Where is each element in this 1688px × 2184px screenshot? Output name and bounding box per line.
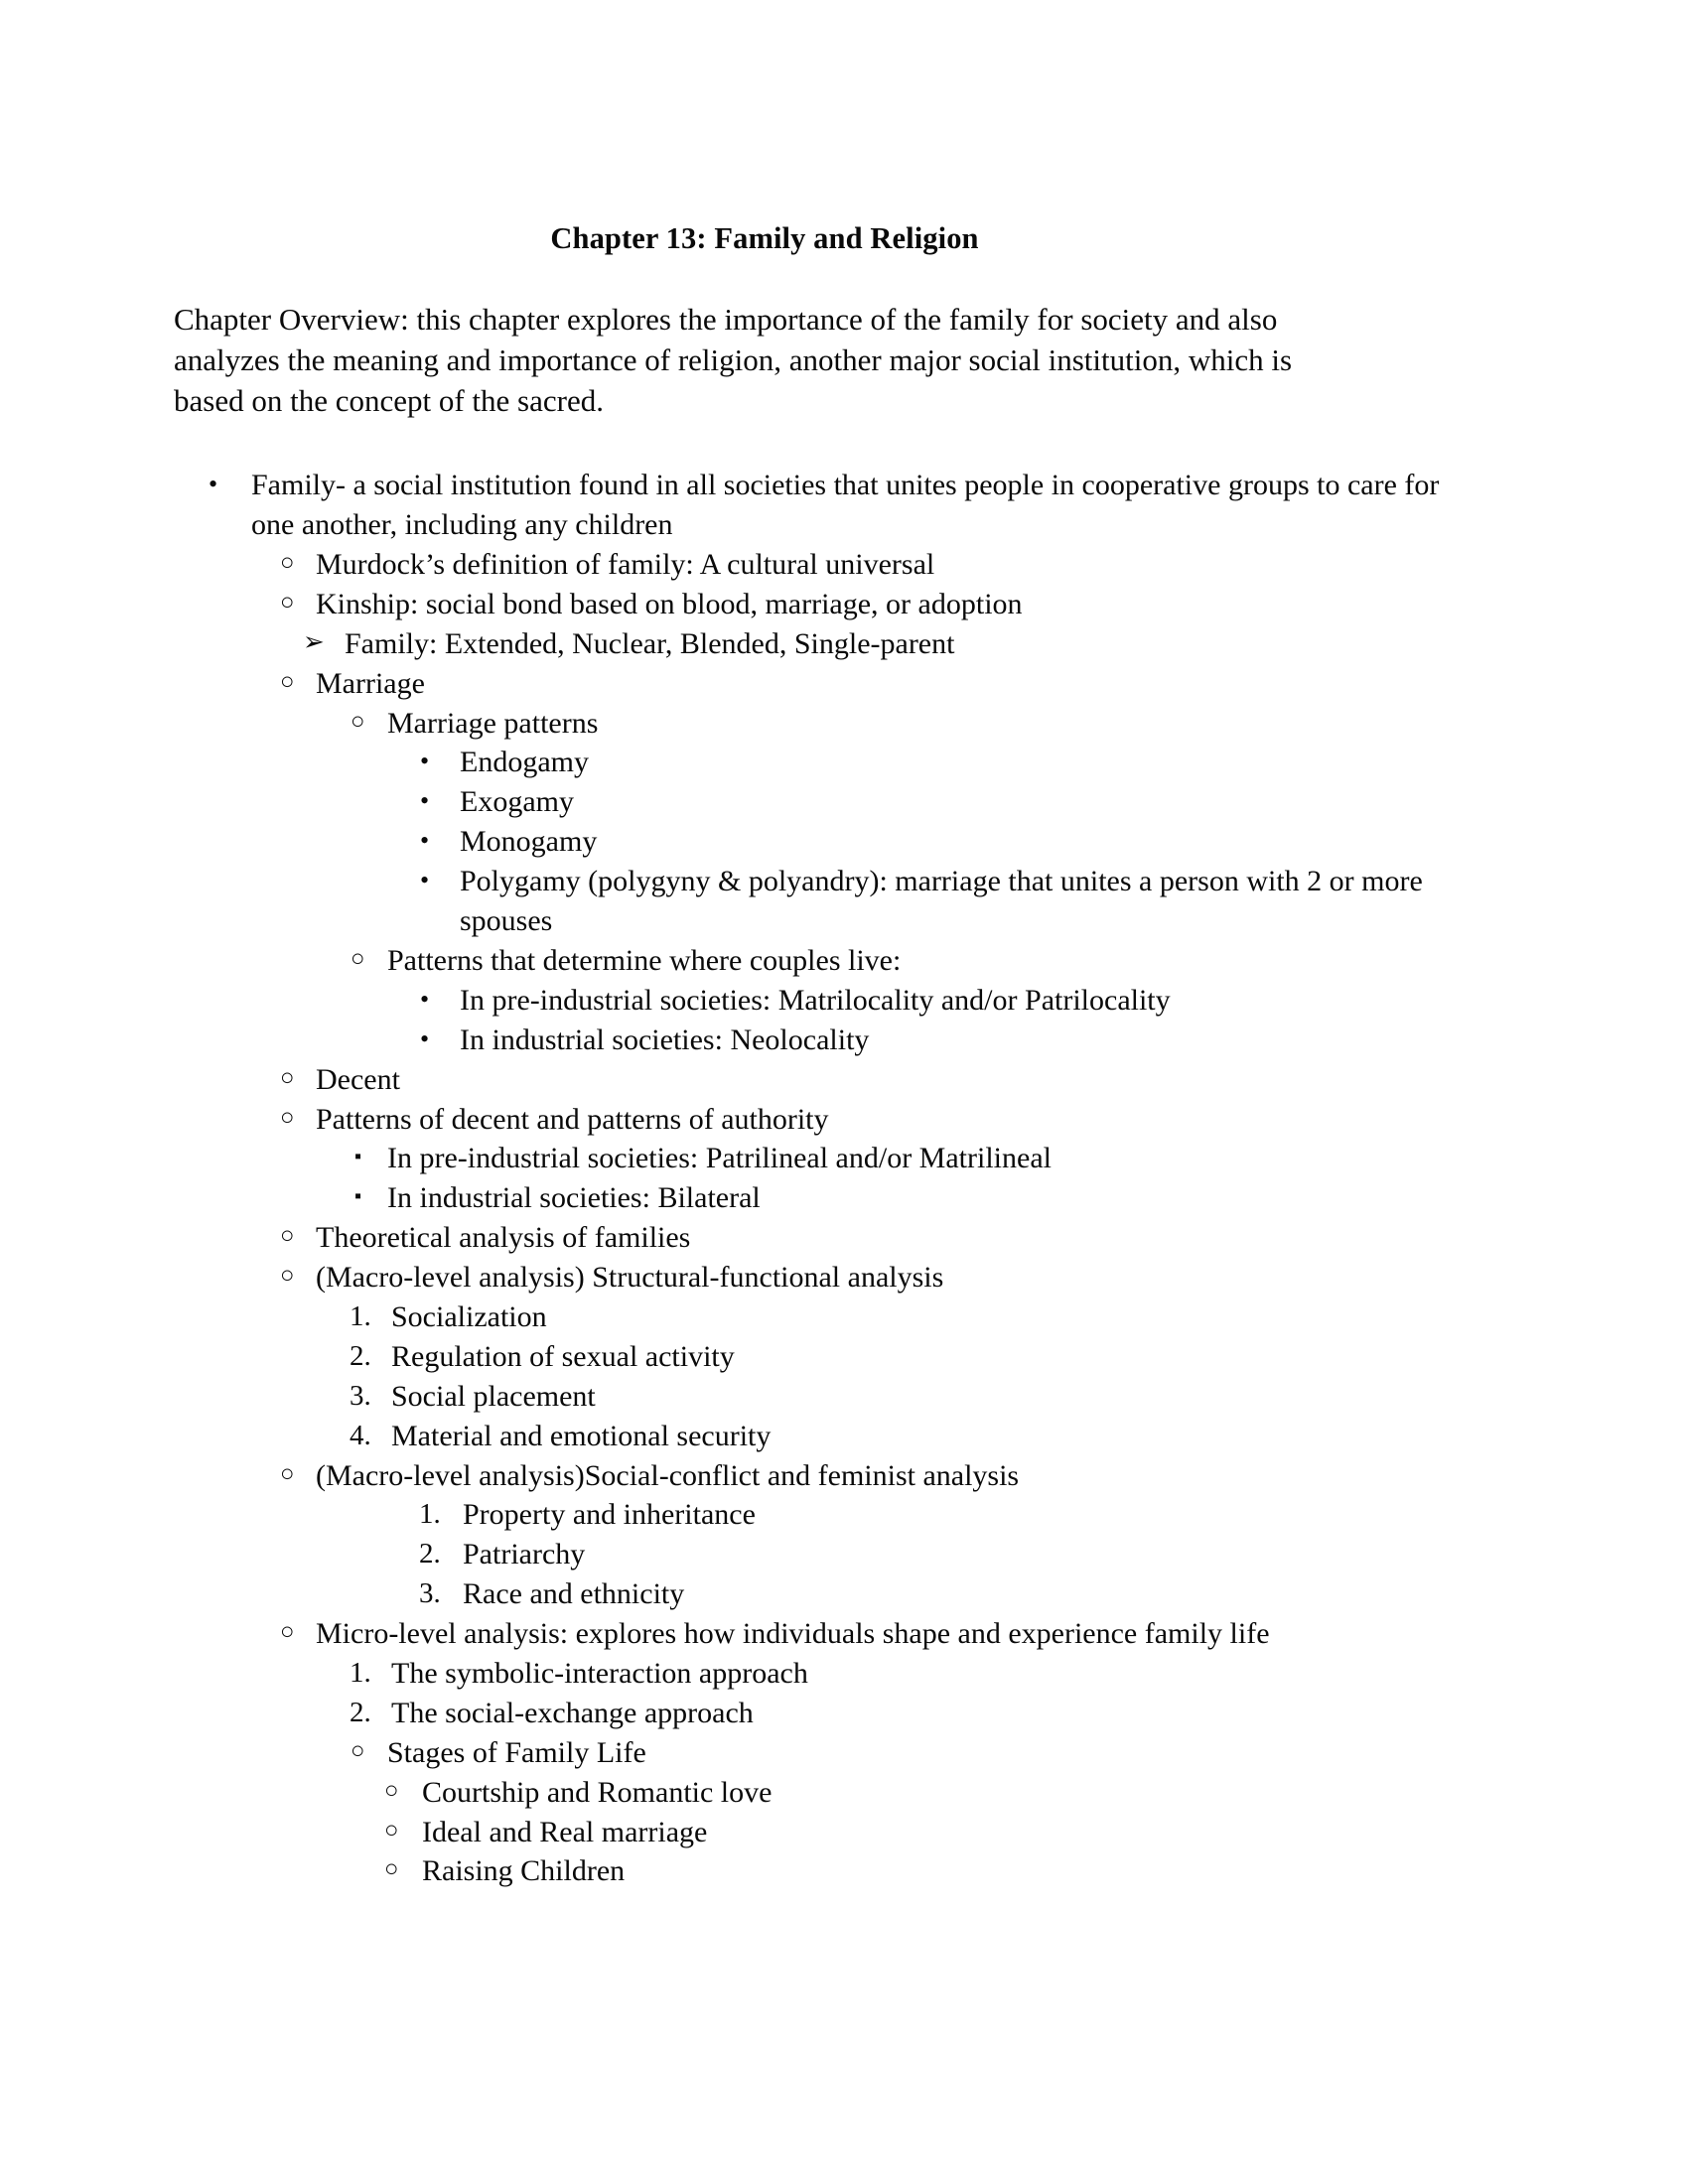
list-item-label: Property and inheritance — [463, 1498, 756, 1532]
list-number: 2. — [350, 1339, 371, 1372]
square-bullet-icon: ▪ — [354, 1185, 362, 1208]
list-item-label: In industrial societies: Neolocality — [460, 1023, 870, 1056]
circle-bullet-icon: ○ — [351, 708, 365, 735]
numbered-list-item — [419, 1495, 1450, 1535]
square-bullet-icon: ▪ — [354, 1146, 362, 1168]
list-item — [280, 1614, 1450, 1654]
circle-bullet-icon: ○ — [280, 1223, 295, 1250]
list-item — [351, 1733, 1450, 1773]
list-item — [280, 585, 1450, 624]
list-item-label: Marriage patterns — [387, 706, 599, 740]
list-item-label: The symbolic-interaction approach — [391, 1656, 808, 1690]
list-item — [420, 743, 1450, 782]
numbered-list-item — [350, 1694, 1450, 1733]
list-item — [209, 466, 1450, 545]
disc-bullet-icon: • — [420, 984, 430, 1014]
arrow-bullet-icon: ➢ — [303, 626, 325, 656]
list-item-label: Kinship: social bond based on blood, marriage, or adoption — [316, 587, 1023, 620]
list-item-label: Monogamy — [460, 825, 598, 859]
list-item — [354, 1139, 1450, 1178]
list-item-label: Social placement — [391, 1379, 596, 1413]
numbered-list-item — [350, 1654, 1450, 1694]
list-item-label: Decent — [316, 1062, 400, 1096]
list-number: 3. — [419, 1577, 441, 1610]
list-item-label: Micro-level analysis: explores how individuals shape and experience family life — [316, 1617, 1270, 1651]
chapter-overview-paragraph: Chapter Overview: this chapter explores the importance of the family for society and also analyzes the meaning and importance of religion, another major social institution, which is based on the concept of the sacred. — [174, 301, 1293, 419]
list-item — [354, 1178, 1450, 1218]
disc-bullet-icon: • — [420, 826, 430, 856]
disc-bullet-icon: • — [420, 747, 430, 776]
list-item-label: Family: Extended, Nuclear, Blended, Single-parent — [345, 626, 955, 660]
disc-bullet-icon: • — [420, 866, 430, 895]
list-item-label: Endogamy — [460, 746, 589, 779]
circle-bullet-icon: ○ — [351, 945, 365, 972]
list-number: 2. — [350, 1696, 371, 1728]
circle-bullet-icon: ○ — [280, 668, 295, 695]
numbered-list-item — [419, 1574, 1450, 1614]
list-item-label: Exogamy — [460, 785, 574, 819]
numbered-list-item — [350, 1377, 1450, 1417]
list-item-label: Raising Children — [422, 1854, 626, 1888]
list-item — [384, 1813, 1450, 1852]
list-number: 1. — [350, 1656, 371, 1689]
list-item-label: Polygamy (polygyny & polyandry): marriage that unites a person with 2 or more spouses — [460, 865, 1423, 938]
numbered-list-item — [419, 1535, 1450, 1574]
list-item-label: The social-exchange approach — [391, 1696, 754, 1729]
list-item-label: Race and ethnicity — [463, 1577, 685, 1611]
list-item-label: In pre-industrial societies: Matrilocality and/or Patrilocality — [460, 983, 1171, 1017]
list-item-label: Murdock’s definition of family: A cultural universal — [316, 548, 935, 582]
numbered-list-item — [350, 1337, 1450, 1377]
list-item-label: Patterns that determine where couples live: — [387, 943, 902, 977]
list-item-label: (Macro-level analysis)Social-conflict and feminist analysis — [316, 1458, 1020, 1492]
circle-bullet-icon: ○ — [280, 1104, 295, 1131]
list-item-label: Socialization — [391, 1299, 547, 1333]
list-item-label: Family- a social institution found in all societies that unites people in cooperative groups to care for one another, including any children — [251, 469, 1440, 542]
disc-bullet-icon: • — [209, 470, 218, 499]
list-item — [280, 545, 1450, 585]
circle-bullet-icon: ○ — [384, 1856, 399, 1883]
list-item-label: Regulation of sexual activity — [391, 1339, 735, 1373]
list-item — [280, 1060, 1450, 1100]
list-number: 1. — [419, 1498, 441, 1531]
circle-bullet-icon: ○ — [280, 1460, 295, 1487]
circle-bullet-icon: ○ — [280, 1619, 295, 1646]
list-item-label: In pre-industrial societies: Patrilineal and/or Matrilineal — [387, 1142, 1052, 1175]
list-item — [280, 1100, 1450, 1140]
list-item — [420, 981, 1450, 1021]
list-item-label: Ideal and Real marriage — [422, 1815, 708, 1848]
document-content — [174, 220, 1450, 1891]
list-item — [280, 1218, 1450, 1258]
list-number: 1. — [350, 1299, 371, 1332]
list-item — [280, 664, 1450, 704]
list-item-label: Stages of Family Life — [387, 1735, 646, 1769]
list-number: 2. — [419, 1538, 441, 1570]
circle-bullet-icon: ○ — [280, 589, 295, 615]
circle-bullet-icon: ○ — [351, 1737, 365, 1764]
circle-bullet-icon: ○ — [280, 550, 295, 577]
list-item-label: (Macro-level analysis) Structural-functional analysis — [316, 1261, 944, 1295]
circle-bullet-icon: ○ — [384, 1777, 399, 1804]
list-item — [384, 1773, 1450, 1813]
list-item-label: In industrial societies: Bilateral — [387, 1181, 761, 1215]
disc-bullet-icon: • — [420, 786, 430, 816]
list-number: 3. — [350, 1379, 371, 1412]
list-item — [420, 822, 1450, 862]
list-item — [351, 704, 1450, 744]
list-item-label: Marriage — [316, 666, 425, 700]
numbered-list-item — [350, 1417, 1450, 1456]
list-item — [420, 862, 1450, 941]
list-item-label: Courtship and Romantic love — [422, 1775, 773, 1809]
circle-bullet-icon: ○ — [280, 1064, 295, 1091]
circle-bullet-icon: ○ — [384, 1817, 399, 1843]
list-item — [303, 624, 1450, 664]
list-item-label: Theoretical analysis of families — [316, 1221, 691, 1255]
list-item-label: Patriarchy — [463, 1538, 586, 1571]
list-item-label: Patterns of decent and patterns of authority — [316, 1102, 829, 1136]
list-item — [280, 1456, 1450, 1496]
list-item — [420, 1021, 1450, 1060]
page-title: Chapter 13: Family and Religion — [550, 221, 979, 255]
list-item — [280, 1258, 1450, 1297]
list-item — [351, 941, 1450, 981]
numbered-list-item — [350, 1297, 1450, 1337]
circle-bullet-icon: ○ — [280, 1263, 295, 1290]
list-number: 4. — [350, 1419, 371, 1451]
list-item-label: Material and emotional security — [391, 1419, 772, 1452]
list-item — [384, 1851, 1450, 1891]
disc-bullet-icon: • — [420, 1024, 430, 1053]
outline-list — [174, 466, 1450, 1891]
list-item — [420, 782, 1450, 822]
